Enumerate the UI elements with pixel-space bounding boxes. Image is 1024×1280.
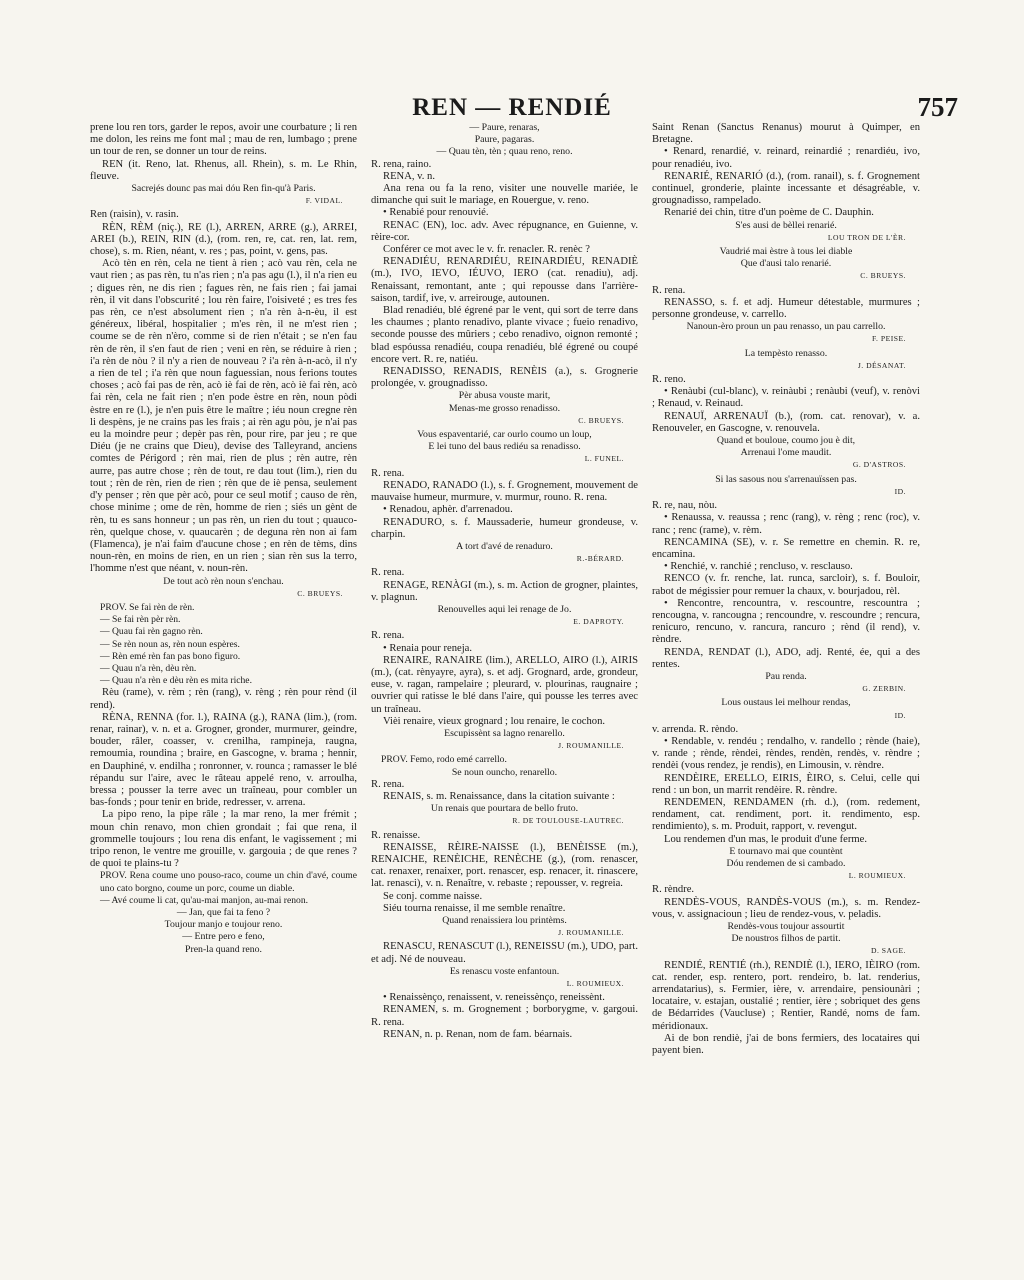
paragraph: R. renaisse. xyxy=(371,829,421,841)
citation-author: ID. xyxy=(894,486,906,496)
column-3 xyxy=(652,122,920,1250)
paragraph: • Renàubi (cul-blanc), v. reinàubi ; renàubi (veuf), v. renòvi ; Renaud, v. Reinaud. xyxy=(652,386,920,410)
paragraph: R. re, nau, nòu. xyxy=(652,500,718,512)
citation-author: D. SAGE. xyxy=(870,946,906,956)
paragraph: Saint Renan (Sanctus Renanus) mourut à Quimper, en Bretagne. xyxy=(652,122,920,146)
paragraph: • Renaia pour reneja. xyxy=(383,642,473,654)
proverb: PROV. Rena coume uno pouso-raco, coume un chin d'avé, coume uno cato borgno, coume un porc, coume un diable. xyxy=(100,870,357,894)
entry-ren-rien: RÈN, RÈM (niç.), RE (l.), ARREN, ARRE (g.), ARREI, AREI (b.), REIN, RIN (d.), (rom. ren, re, cat. ren, lat. rem, chose), s. m. Rien, néant, v. res ; pas, point, v. gens, pas. xyxy=(90,221,357,258)
citation-author: F. PEISE. xyxy=(871,334,906,344)
citation-author: E. DAPROTY. xyxy=(573,617,624,627)
citation-author: J. ROUMANILLE. xyxy=(558,928,624,938)
citation-author: F. VIDAL. xyxy=(305,196,343,206)
verse: De noustros filhos de partit. xyxy=(731,933,841,945)
verse: Pau renda. xyxy=(765,670,807,682)
citation-author: C. BRUEYS. xyxy=(297,588,343,598)
column-2 xyxy=(371,122,638,1250)
verse: Renouvelles aqui lei renage de Jo. xyxy=(437,603,572,615)
verse: Toujour manjo e toujour reno. xyxy=(164,919,283,931)
verse: Escupissènt sa lagno renarello. xyxy=(444,727,565,739)
paragraph: Acò tèn en rèn, cela ne tient à rien ; acò vau rèn, cela ne vaut rien ; as pas rèn, tu n'as rien ; n'a pas agu (l.), il n'a rien eu ; digues rèn, ne dis rien ; fagues rèn, ne fais rien ; fai jamai rèn, il vit dans l'obscurité ; lou rèn faire, l'oisiveté ; es tres fes pas rèn, ce n'est absolument rien ; n'a rèn à-n-èu, il est généreux, libéral, hospitalier ; m'es rèn, il ne m'est rien ; coume se de rèn n'èro, comme si de rien n'était ; se n'en fau rèn de rèn, il s'en faut de rien ; veni en rèn, se réduire à rien ; i'a rèn de nòu ? il n'y a rien de nouveau ? i'a rèn à-n-acò, il n'y a rien de tel ; i'a rèn que noun faguessian, nous ferions toutes choses ; acò fai pas de rèn, acò iè fai de rèn, acò iè fai rèn, acò fai rèn, cela ne fait rien ; n'en pode èstre en rèn, noun pòdi èstre en re (l.), je n'en puis être le maître ; iéu noun cregne rèn li despèns, je ne crains pas les frais ; ai rèn agu pòu, je n'ai pas eu la moindre peur ; depèr pas rèn, pour rire, par jeu ; re que Diéu (je ne crains que Dieu), devise des Talleyrand, anciens comtes de Périgord ; rèn mai, rien de plus ; rèn autre, rèn aurre, pas autre chose ; rèn de tout, re dau tout (lim.), rien du tout ; rèn de rèn, rien de rien ; rèn que de iè pensa, seulement d'y penser ; rèn que pèr acò, pour ce seul motif ; causo de rèn, chose minime ; ome de rèn, homme de rien ; siés un gènt de rèn, tu es sans honneur ; un pas rèn, un rien du tout ; quauco-rèn, quelque chose, v. quaucarèn ; de deguna rèn non ai fam (Flamenca), je n'ai faim d'aucune chose ; en rèn de tèms, dins noun-rèn, en moins de rien, en un rien ; sian rèn sus la terro, l'homme n'est que néant, v. noun-rèn. xyxy=(90,258,357,575)
paragraph: • Renaussa, v. reaussa ; renc (rang), v. rèng ; renc (roc), v. ranc ; renc (rame), v. rèm. xyxy=(652,512,920,536)
verse: Que d'ausi talo renarié. xyxy=(740,258,832,270)
proverb: — Se fai rèn pèr rèn. xyxy=(100,614,181,626)
verse: Vaudrié mai èstre à tous lei diable xyxy=(719,246,853,258)
entry-rena-vn: RENA, v. n. xyxy=(383,170,435,182)
citation-author: L. FUNEL. xyxy=(584,454,624,464)
citation-author: J. DÉSANAT. xyxy=(857,360,906,370)
verse: A tort d'avé de renaduro. xyxy=(456,540,553,552)
paragraph: R. rena. xyxy=(371,630,405,642)
verse: Dóu rendemen de si cambado. xyxy=(726,857,846,869)
verse: Menas-me grosso renadisso. xyxy=(448,402,561,414)
entry-renado: RENADO, RANADO (l.), s. f. Grognement, mouvement de mauvaise humeur, murmure, v. murmur, rouno. R. rena. xyxy=(371,479,638,504)
paragraph: v. arrenda. R. rèndo. xyxy=(652,723,739,735)
citation-author: G. D'ASTROS. xyxy=(852,460,906,470)
entry-renascu: RENASCU, RENASCUT (l.), RENEISSU (m.), UDO, part. et adj. Né de nouveau. xyxy=(371,941,638,965)
proverb: PROV. Se fai rèn de rèn. xyxy=(100,601,195,613)
verse: E tournavo mai que countènt xyxy=(729,845,843,857)
paragraph: La pipo reno, la pipe râle ; la mar reno, la mer frémit ; moun chin renavo, mon chien grondait ; fai que rena, il grommelle toujours ; lou rena dis enfant, le vagissement ; mi tripo renon, le ventre me grouille, v. gargouia ; de que renes ? de quoi te plains-tu ? xyxy=(90,809,357,870)
verse: S'es ausi de bèllei renarié. xyxy=(735,219,837,231)
entry-renarie: RENARIÉ, RENARIÓ (d.), (rom. ranail), s. f. Grognement continuel, gronderie, plainte incessante et désagréable, v. grougnadisso, rampelado. xyxy=(652,170,920,207)
verse: Si las sasous nou s'arrenauïssen pas. xyxy=(715,473,857,485)
entry-renan: RENAN, n. p. Renan, nom de fam. béarnais. xyxy=(383,1028,573,1040)
verse: Quand renaissiera lou printèms. xyxy=(442,915,567,926)
verse: Se noun ouncho, renarello. xyxy=(451,766,558,778)
paragraph: • Renchié, v. ranchié ; rencluso, v. resclauso. xyxy=(664,561,853,573)
entry-renamen: RENAMEN, s. m. Grognement ; borborygme, v. gargoui. R. rena. xyxy=(371,1004,638,1028)
entry-ren-rhin: REN (it. Reno, lat. Rhenus, all. Rhein), s. m. Le Rhin, fleuve. xyxy=(90,158,357,182)
paragraph: • Renard, renardié, v. reinard, reinardié ; renardiéu, ivo, pour renadiéu, ivo. xyxy=(652,146,920,170)
paragraph: R. rèndre. xyxy=(652,884,695,896)
verse: De tout acò rèn noun s'enchau. xyxy=(163,575,284,587)
verse: — Jan, que fai ta feno ? xyxy=(176,907,271,918)
paragraph: Lou rendemen d'un mas, le produit d'une ferme. xyxy=(664,833,867,845)
paragraph: • Rendable, v. rendéu ; rendalho, v. randello ; rènde (haie), v. rande ; rènde, rèndei, rèndes, rendèn, rendès, v. rèndre ; rendèi (vous rendez, je rendis), en Limousin, v. rèndre. xyxy=(652,735,920,772)
verse: — Quau tèn, tèn ; quau reno, reno. xyxy=(436,146,573,158)
verse: — Entre pero e feno, xyxy=(182,931,265,943)
paragraph: Blad renadiéu, blé égrené par le vent, qui sort de terre dans les chaumes ; planto renadivo, plante vivace ; fueio renadivo, seconde pousse des mûriers ; cebo renadivo, oignon remonté ; blad espóussa renadiéu, coupa renadiéu, blé égrené ou coupé encore vert. R. re, natiéu. xyxy=(371,305,638,365)
verse: Un renais que pourtara de bello fruto. xyxy=(430,803,579,815)
paragraph: Ana rena ou fa la reno, visiter une nouvelle mariée, le dimanche qui suit le mariage, en Rouergue, v. reno. xyxy=(371,183,638,207)
citation-author: ID. xyxy=(894,710,906,720)
paragraph: R. rena. xyxy=(371,778,405,790)
paragraph: • Renaissènço, renaissent, v. reneissènço, reneissènt. xyxy=(383,992,605,1004)
citation-author: C. BRUEYS. xyxy=(578,415,624,425)
column-1 xyxy=(90,122,357,1250)
verse: Nanoun-èro proun un pau renasso, un pau carrello. xyxy=(686,321,886,333)
entry-renaduro: RENADURO, s. f. Maussaderie, humeur grondeuse, v. charpin. xyxy=(371,516,638,540)
entry-renadisso: RENADISSO, RENADIS, RENÈIS (a.), s. Grognerie prolongée, v. grougnadisso. xyxy=(371,366,638,390)
entry-rena: RÈNA, RENNA (for. l.), RAINA (g.), RANA (lim.), (rom. renar, rainar), v. n. et a. Grogner, gronder, murmurer, geindre, bouder, râler, coasser, v. crenilha, rampineja, raugna, remoumia, roundina ; braire, en Gascogne, v. brama ; hennir, en Dauphiné, v. endilha ; ronronner, v. rounca ; ramasser le blé répandu sur l'aire, avec le râteau appelé reno, v. arroulha, bressa ; pousser la terre avec un traîneau, pour combler un bas-fonds ; pour tenir en bride, redresser, v. arrena. xyxy=(90,711,357,809)
paragraph: • Rencontre, rencountra, v. rescountre, rescountra ; rencougna, v. rancougna ; rencoundre, v. rescoundre ; rencura, renicuro, rencuno, v. rancura, rancuro ; rènd (il rend), v. rèndre. xyxy=(652,597,920,646)
paragraph: R. reno. xyxy=(652,374,686,386)
entry-rendie: RENDIÉ, RENTIÉ (rh.), RENDIÈ (l.), IERO, IÈIRO (rom. cat. render, esp. rentero, port. rendeiro, b. lat. renderius, arrendatarius), s. Fermier, ière, v. arrendaire, pensiounàri ; locataire, v. estajan, oustalié ; rentier, ière ; sobriquet des gens de Bédarrides (Vaucluse) ; Rentier, Randé, noms de fam. méridionaux. xyxy=(652,959,920,1032)
entry-renage: RENAGE, RENÀGI (m.), s. m. Action de grogner, plaintes, v. plagnun. xyxy=(371,579,638,603)
verse: Rendès-vous toujour assourtit xyxy=(727,921,845,932)
proverb: — Se rèn noun as, rèn noun espères. xyxy=(100,638,240,650)
citation-author: LOU TRON DE L'ÈR. xyxy=(827,232,906,242)
verse: Pèr abusa vouste marit, xyxy=(458,390,551,402)
entry-rencamina: RENCAMINA (SE), v. r. Se remettre en chemin. R. re, encamina. xyxy=(652,536,920,560)
paragraph: Rèu (rame), v. rèm ; rèn (rang), v. rèng ; rèn pour rènd (il rend). xyxy=(90,687,357,711)
paragraph: Ren (raisin), v. rasin. xyxy=(90,209,179,221)
paragraph: Se conj. comme naisse. xyxy=(383,890,483,902)
verse: La tempèsto renasso. xyxy=(744,347,828,359)
proverb: — Avé coume li cat, qu'au-mai manjon, au-mai renon. xyxy=(100,894,309,906)
entry-renaire: RENAIRE, RANAIRE (lim.), ARELLO, AIRO (l.), AIRIS (m.), (cat. rènyayre, ayra), s. et adj. Grognard, arde, grondeur, euse, v. ragan, rampelaire ; pleurard, v. plourinas, raugnaire ; ouvrier qui ratisse le blé dans l'aire, qui pousse les terres avec un traîneau. xyxy=(371,654,638,715)
proverb: — Quau n'a rèn e dèu rèn es mita riche. xyxy=(100,675,252,687)
paragraph: R. rena. xyxy=(371,567,405,579)
citation-author: L. ROUMIEUX. xyxy=(848,871,906,881)
page-number: 757 xyxy=(917,92,958,122)
entry-renais: RENAIS, s. m. Renaissance, dans la citation suivante : xyxy=(383,790,615,802)
proverb: — Quau n'a rèn, dèu rèn. xyxy=(100,662,197,674)
entry-rendemen: RENDEMEN, RENDAMEN (rh. d.), (rom. redement, rendament, cat. rendiment, port. it. rendimento, esp. rendimiento), s. m. Produit, rapport, v. revengut. xyxy=(652,796,920,833)
proverb: — Rèn emé rèn fan pas bono figuro. xyxy=(100,650,241,662)
entry-renco: RENCO (v. fr. renche, lat. runca, sarcloir), s. f. Bouloir, rabot de mégissier pour remuer la chaux, v. bourjadou, rèl. xyxy=(652,573,920,597)
entry-rendeire: RENDÈIRE, ERELLO, EIRIS, ÈIRO, s. Celui, celle qui rend : un bon, un marrit rendèire. R. rèndre. xyxy=(652,772,920,796)
paragraph: Conférer ce mot avec le v. fr. renacler. R. renèc ? xyxy=(383,244,590,256)
verse: Quand et bouloue, coumo jou è dit, xyxy=(716,435,856,447)
citation-author: R. DE TOULOUSE-LAUTREC. xyxy=(512,816,624,826)
paragraph: Vièi renaire, vieux grognard ; lou renaire, le cochon. xyxy=(383,715,606,727)
entry-renac: RENAC (EN), loc. adv. Avec répugnance, en Guienne, v. rèire-cor. xyxy=(371,219,638,243)
verse: Vous espaventarié, car ourlo coumo un loup, xyxy=(417,429,592,441)
entry-rendes-vous: RENDÈS-VOUS, RANDÈS-VOUS (m.), s. m. Rendez-vous, v. assignacioun ; lieu de rendez-vous, v. peladis. xyxy=(652,896,920,920)
paragraph: Ai de bon rendiè, j'ai de bons fermiers, des locataires qui payent bien. xyxy=(652,1032,920,1057)
proverb: PROV. Femo, rodo emé carrello. xyxy=(381,754,507,766)
verse: Lous oustaus lei melhour rendas, xyxy=(721,697,851,709)
proverb: — Quau fai rèn gagno rèn. xyxy=(100,626,203,638)
entry-renaisse: RENAISSE, RÈIRE-NAISSE (l.), BENÈISSE (m.), RENAICHE, RENÈICHE, RENÈCHE (g.), (rom. renascer, cat. renaxer, renaixer, port. renascer, esp. renacer, it. rinascere, lat. renasci), v. n. Renaître, v. rebaste ; repousser, v. regreia. xyxy=(371,841,638,890)
paragraph: • Renabié pour renouvié. xyxy=(383,207,489,219)
entry-renaui: RENAUÏ, ARRENAUÏ (b.), (rom. cat. renovar), v. a. Renouveler, en Gascogne, v. renouvela. xyxy=(652,410,920,434)
entry-renasso: RENASSO, s. f. et adj. Humeur détestable, murmures ; personne grondeuse, v. carrello. xyxy=(652,296,920,321)
citation-author: R.-BÉRARD. xyxy=(576,554,624,564)
entry-renda: RENDA, RENDAT (l.), ADO, adj. Renté, ée, qui a des rentes. xyxy=(652,646,920,670)
citation-author: J. ROUMANILLE. xyxy=(558,741,624,751)
paragraph: • Renadou, aphèr. d'arrenadou. xyxy=(383,504,513,516)
verse: Sacrejés dounc pas mai dóu Ren fin-qu'à Paris. xyxy=(131,183,316,195)
paragraph: Renarié dei chin, titre d'un poème de C. Dauphin. xyxy=(664,207,874,219)
citation-author: C. BRUEYS. xyxy=(860,271,906,281)
paragraph: prene lou ren tors, garder le repos, avoir une courbature ; li ren me dolon, les reins me font mal ; mau de ren, lumbago ; prene un tour de ren, se donner un tour de reins. xyxy=(90,122,357,158)
paragraph: R. rena, raino. xyxy=(371,158,432,170)
page-title: REN — RENDIÉ xyxy=(412,94,612,121)
paragraph: Siéu tourna renaisse, il me semble renaître. xyxy=(383,902,566,914)
verse: Pren-la quand reno. xyxy=(185,943,262,955)
verse: Arrenaui l'ome maudit. xyxy=(740,447,832,459)
verse: Es renascu voste enfantoun. xyxy=(449,965,560,977)
citation-author: G. ZERBIN. xyxy=(862,684,906,694)
paragraph: R. rena. xyxy=(371,467,405,479)
paragraph: R. rena. xyxy=(652,284,686,296)
verse: E lei tuno del baus rediéu sa renadisso. xyxy=(428,441,581,453)
verse: — Paure, renaras, xyxy=(469,122,540,133)
verse: Paure, pagaras. xyxy=(474,134,535,146)
citation-author: L. ROUMIEUX. xyxy=(566,979,624,989)
entry-renadieu: RENADIÉU, RENARDIÉU, REINARDIÉU, RENADIÈ (m.), IVO, IEVO, IÉUVO, IERO (cat. renadiu), adj. Renaissant, remontant, ante ; qui repousse dans l'arrière-saison, tardif, ive, v. arreirouge, autounen. xyxy=(371,256,638,304)
